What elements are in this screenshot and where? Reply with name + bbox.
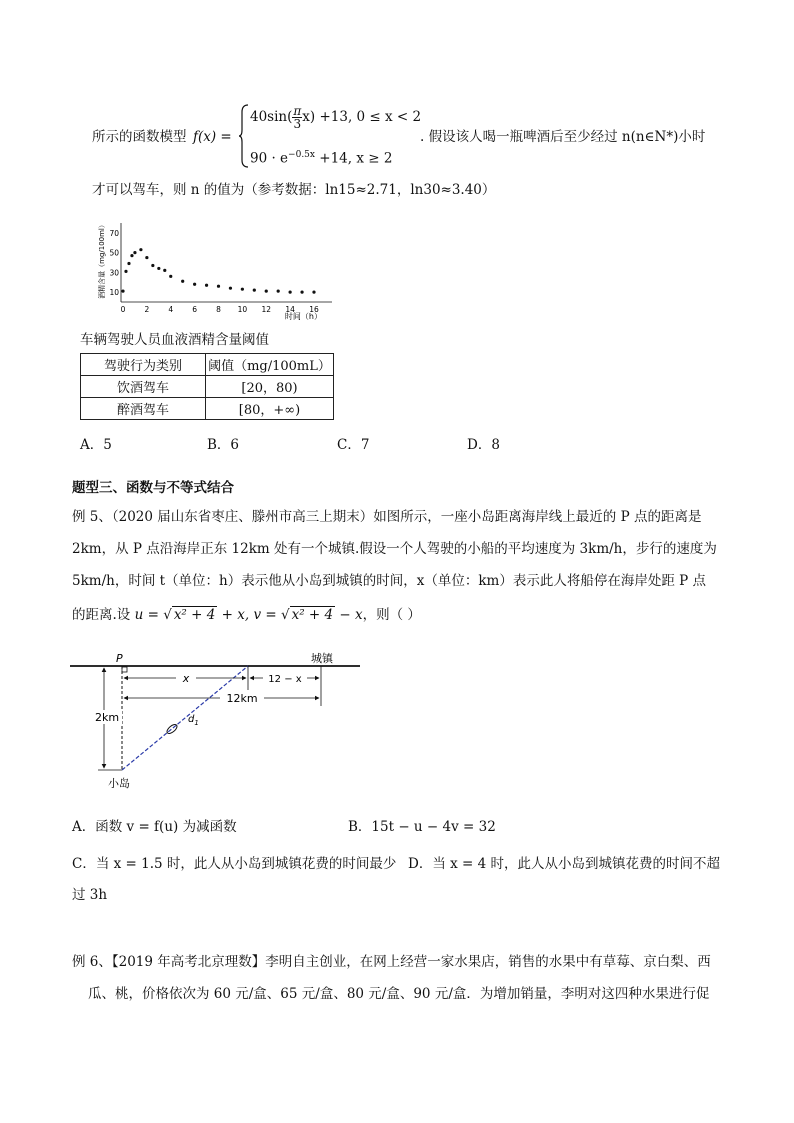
data-point: [217, 285, 220, 288]
d1-main: d: [188, 714, 195, 725]
table-cell: 饮酒驾车: [81, 376, 206, 398]
ex5-line3: 5km/h，时间 t（单位：h）表示他从小岛到城镇的时间，x（单位：km）表示此人将船停在海岸处距 P 点: [72, 573, 706, 589]
intro-prefix: 所示的函数模型: [92, 129, 187, 145]
pi-over-three: [292, 105, 302, 130]
y-tick-label: 30: [109, 268, 119, 278]
table-title: 车辆驾驶人员血液酒精含量阈值: [80, 332, 269, 348]
y-axis-label: 酒精含量（mg/100ml）: [98, 221, 106, 299]
ex5-line1: 例 5、（2020 届山东省枣庄、滕州市高三上期末）如图所示，一座小岛距离海岸线上最近的 P 点的距离是: [72, 509, 702, 525]
island-town-diagram: [68, 642, 368, 792]
q4-option-a: A．5: [80, 437, 112, 453]
section-heading: 题型三、函数与不等式结合: [72, 480, 234, 496]
ex5-option-c: C．当 x = 1.5 时，此人从小岛到城镇花费的时间最少: [72, 856, 397, 872]
ex5-line4-start: 的距离.设: [72, 607, 131, 623]
data-point: [312, 291, 315, 294]
data-point: [163, 269, 166, 272]
intro-suffix: . 假设该人喝一瓶啤酒后至少经过 n(n∈N*)小时: [420, 129, 706, 145]
island-label: 小岛: [108, 777, 130, 790]
x-dim-label: x: [182, 672, 190, 685]
d1-label: [188, 714, 199, 727]
data-point: [151, 264, 154, 267]
u-radicand: x² + 4: [173, 607, 216, 623]
point-p-label: P: [116, 652, 123, 665]
v-radicand: x² + 4: [291, 607, 334, 623]
ex5-line4-end: ，则（ ）: [362, 607, 421, 623]
ex5-option-a: A．函数 v = f(u) 为减函数: [72, 819, 237, 835]
data-point: [193, 283, 196, 286]
function-label: f(x) =: [193, 129, 232, 145]
data-point: [157, 267, 160, 270]
header-cell: 阈值（mg/100mL）: [206, 354, 334, 376]
header-cell: 驾驶行为类别: [81, 354, 206, 376]
town-label: 城镇: [311, 652, 333, 665]
piece-one-start: 40sin(: [250, 109, 293, 125]
ex5-option-d-line2: 过 3h: [72, 887, 108, 903]
x-tick-label: 0: [120, 305, 126, 314]
x-tick-label: 12: [261, 305, 272, 314]
data-point: [130, 254, 133, 257]
alcohol-scatter-chart: [92, 215, 342, 325]
data-point: [124, 270, 127, 273]
table-cell: 醉酒驾车: [81, 398, 206, 420]
frac-num: π: [293, 104, 302, 118]
table-header-row: [81, 354, 334, 376]
x-tick-label: 6: [192, 305, 198, 314]
u-lhs: u =: [134, 607, 159, 623]
x-tick-label: 2: [144, 305, 150, 314]
frac-den: 3: [293, 117, 302, 131]
data-point: [265, 290, 268, 293]
x-axis-label: 时间（h）: [284, 312, 322, 321]
data-point: [121, 290, 124, 293]
data-point: [169, 275, 172, 278]
d1-subscript: 1: [194, 719, 199, 727]
piecewise-brace: [238, 104, 250, 168]
table-row: [81, 376, 334, 398]
piece-one: [250, 105, 421, 130]
x-tick-label: 16: [309, 305, 319, 314]
right-angle-mark: [122, 667, 127, 672]
table-cell: [20，80): [206, 376, 334, 398]
data-point: [229, 287, 232, 290]
data-point: [181, 280, 184, 283]
ex5-option-d-line1: D．当 x = 4 时，此人从小岛到城镇花费的时间不超: [408, 856, 721, 872]
data-point: [253, 289, 256, 292]
x-tick-label: 4: [168, 305, 174, 314]
y-tick-label: 70: [109, 228, 119, 238]
table-row: [81, 398, 334, 420]
data-point: [289, 291, 292, 294]
q4-option-d: D．8: [467, 437, 500, 453]
x-tick-label: 14: [285, 305, 295, 314]
piece-two-start: 90 · e: [250, 150, 289, 167]
data-point: [139, 248, 142, 251]
q4-option-b: B．6: [207, 437, 240, 453]
x-tick-label: 8: [216, 305, 221, 314]
data-point: [241, 288, 244, 291]
u-rest: + x,: [221, 607, 250, 623]
ex5-line4: 的距离.设 u = √ x² + 4 + x, v = √ x² + 4 − x，则（ ）: [72, 607, 421, 623]
y-tick-label: 10: [109, 288, 119, 298]
q4-option-c: C．7: [337, 437, 370, 453]
ex6-line2: 瓜、桃，价格依次为 60 元/盒、65 元/盒、80 元/盒、90 元/盒．为增加销量，李明对这四种水果进行促: [88, 986, 710, 1002]
two-km-label: 2km: [94, 711, 120, 724]
piece-two-exponent: −0.5x: [288, 150, 315, 160]
data-point: [145, 256, 148, 259]
ex5-option-b: B．15t − u − 4v = 32: [348, 819, 496, 835]
boat-icon: [165, 723, 178, 735]
piece-two-end: +14, x ≥ 2: [314, 150, 393, 167]
ex6-line1: 例 6、【2019 年高考北京理数】李明自主创业，在网上经营一家水果店，销售的水果中有草莓、京白梨、西: [72, 954, 711, 970]
data-point: [133, 251, 136, 254]
data-point: [277, 290, 280, 293]
x-tick-label: 10: [237, 305, 248, 314]
v-lhs: v =: [253, 607, 277, 623]
threshold-table: [80, 353, 334, 420]
intro-line2: 才可以驾车，则 n 的值为（参考数据：ln15≈2.71，ln30≈3.40）: [92, 182, 496, 198]
data-point: [300, 291, 303, 294]
v-rest: − x: [339, 607, 363, 623]
twelve-minus-x-label: 12 − x: [268, 674, 302, 685]
twelve-km-label: 12km: [226, 692, 258, 705]
piece-one-end: x) +13, 0 ≤ x < 2: [302, 109, 422, 125]
y-tick-label: 50: [109, 248, 119, 258]
piece-two: [250, 146, 392, 168]
ex5-line2: 2km，从 P 点沿海岸正东 12km 处有一个城镇.假设一个人驾驶的小船的平均速度为 3km/h，步行的速度为: [72, 541, 717, 557]
data-point: [205, 284, 208, 287]
data-point: [127, 262, 130, 265]
table-cell: [80，+∞): [206, 398, 334, 420]
